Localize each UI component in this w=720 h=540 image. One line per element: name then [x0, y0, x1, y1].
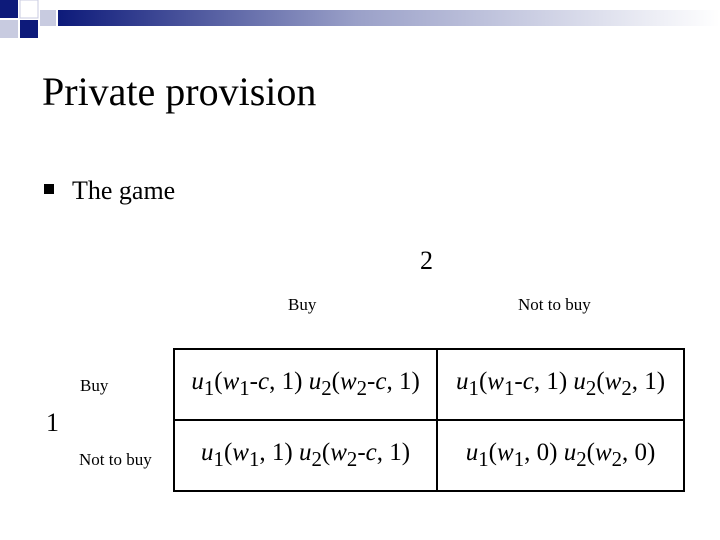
row-header-buy: Buy — [80, 376, 109, 395]
player-1-label: 1 — [46, 408, 59, 437]
payoff-text: $u_1(w_1-c$, 1) $u_2(w_2-c$, 1) — [191, 368, 420, 400]
title-decoration — [0, 0, 720, 40]
payoff-cell — [437, 420, 684, 491]
payoff-row-not-to-buy — [174, 420, 684, 491]
row-header-not-to-buy: Not to buy — [79, 450, 152, 469]
bullet-text: The game — [72, 176, 176, 205]
payoff-cell — [437, 349, 684, 420]
payoff-cell — [174, 420, 437, 491]
payoff-text: $u_1(w_1$, 1) $u_2(w_2-c$, 1) — [201, 439, 411, 471]
column-header-not-to-buy: Not to buy — [518, 295, 591, 314]
player-2-label: 2 — [420, 246, 433, 275]
payoff-matrix — [173, 348, 685, 492]
square-bullet-icon — [44, 184, 54, 194]
payoff-row-buy — [174, 349, 684, 420]
payoff-text: $u_1(w_1$, 0) $u_2(w_2$, 0) — [465, 439, 656, 471]
slide-title: Private provision — [42, 69, 317, 114]
column-header-buy: Buy — [288, 295, 317, 314]
payoff-text: $u_1(w_1-c$, 1) $u_2(w_2$, 1) — [456, 368, 666, 400]
payoff-cell — [174, 349, 437, 420]
